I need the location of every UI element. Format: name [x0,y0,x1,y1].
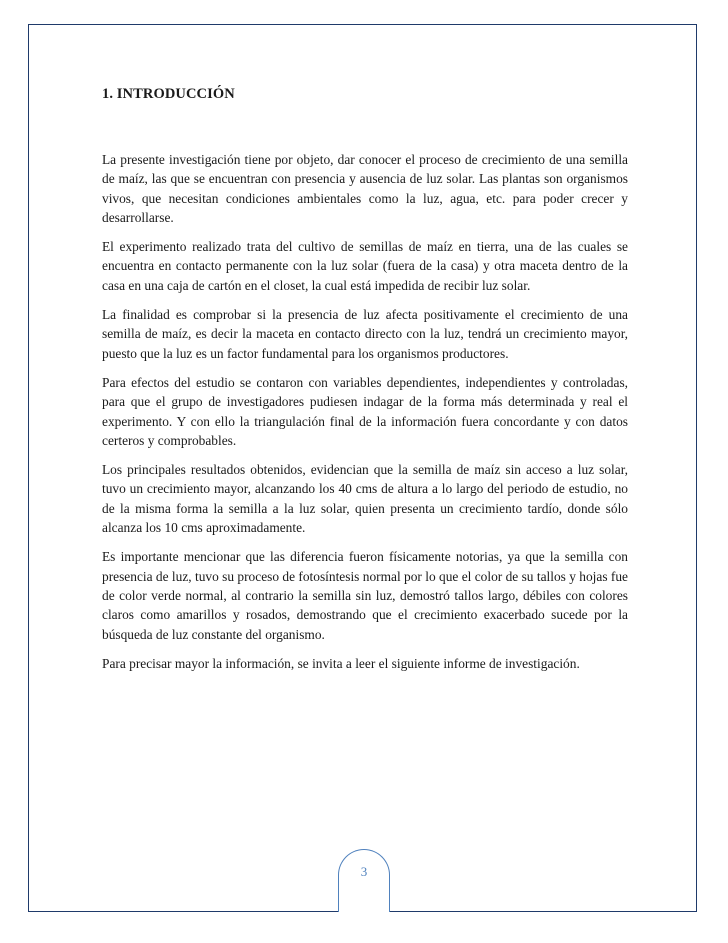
paragraph-1: La presente investigación tiene por objeto, dar conocer el proceso de crecimiento de una semilla de maíz, las que se encuentran con presencia y ausencia de luz solar. Las plantas son organismos vivos, que necesitan condiciones ambientales como la luz, agua, etc. para poder crecer y desarrollarse. [102,152,628,225]
section-heading: 1. INTRODUCCIÓN [102,86,235,102]
page-number: 3 [360,864,368,879]
paragraph-2: El experimento realizado trata del cultivo de semillas de maíz en tierra, una de las cuales se encuentra en contacto permanente con la luz solar (fuera de la casa) y otra maceta dentro de la casa en una caja de cartón en el closet, la cual está impedida de recibir luz solar. [102,239,628,293]
page-number-tab [338,849,390,912]
body-text [102,150,628,683]
paragraph-3: La finalidad es comprobar si la presencia de luz afecta positivamente el crecimiento de una semilla de maíz, es decir la maceta en contacto directo con la luz, tendrá un crecimiento mayor, puesto que la luz es un factor fundamental para los organismos productores. [102,307,628,361]
paragraph-4: Para efectos del estudio se contaron con variables dependientes, independientes y controladas, para que el grupo de investigadores pudiesen indagar de la forma más determinada y real el experimento. Y con ello la triangulación final de la información fuera concordante y con datos certeros y comprobables. [102,374,628,448]
paragraph-5: Los principales resultados obtenidos, evidencian que la semilla de maíz sin acceso a luz solar, tuvo un crecimiento mayor, alcanzando los 40 cms de altura a lo largo del periodo de estudio, no de la misma forma la semilla a la luz solar, quien presenta un crecimiento tardío, donde sólo alcanza los 10 cms aproximadamente. [102,462,628,536]
paragraph-7: Para precisar mayor la información, se invita a leer el siguiente informe de investigación. [102,655,580,671]
paragraph-6: Es importante mencionar que las diferencia fueron físicamente notorias, ya que la semilla con presencia de luz, tuvo su proceso de fotosíntesis normal por lo que el color de su tallos y hojas fue de color verde normal, al contrario la semilla sin luz, demostró tallos largo, débiles con colores claros como amarillos y rosados, demostrando que el crecimiento exacerbado sucede por la búsqueda de luz constante del organismo. [102,549,628,642]
